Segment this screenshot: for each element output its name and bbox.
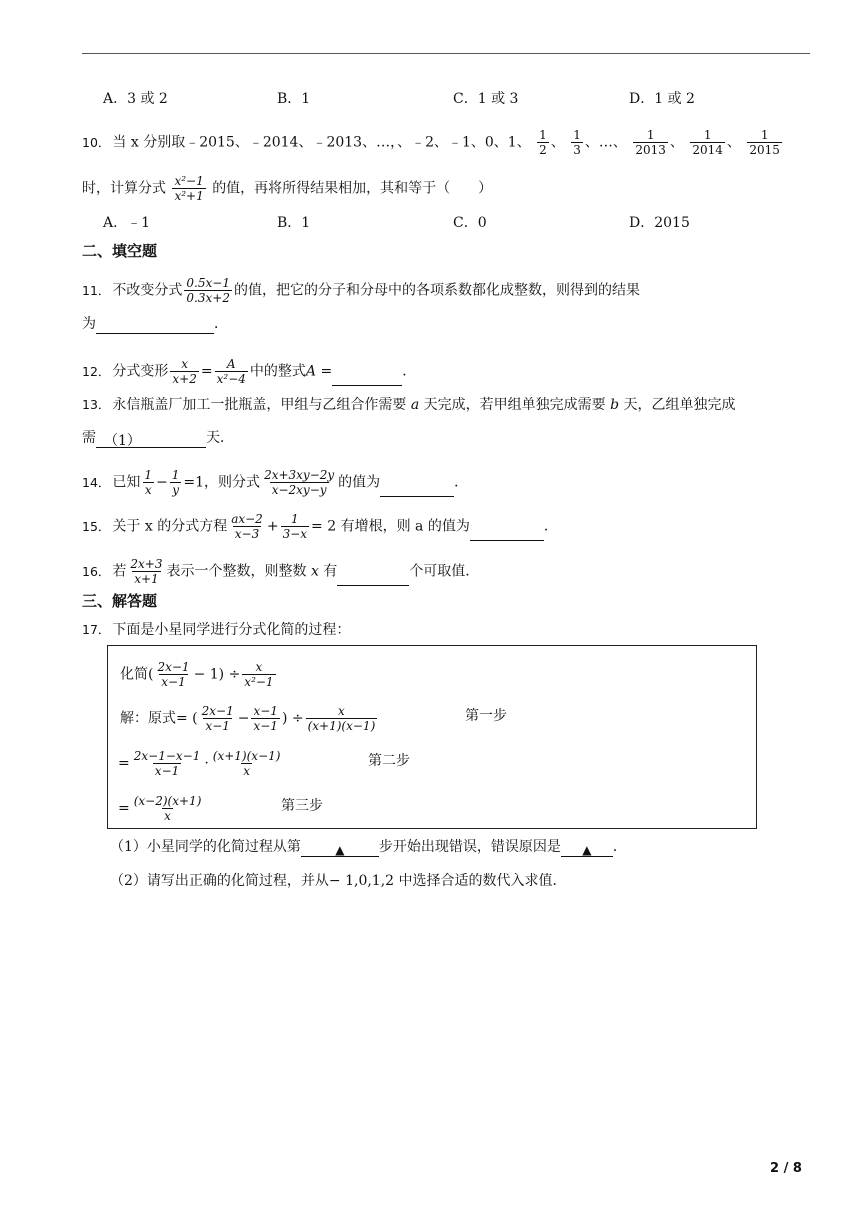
q11-frac: $\frac{0.5x-1}{0.3x+2}$ bbox=[186, 276, 230, 305]
q10-sep-3: 、 bbox=[726, 134, 741, 151]
q17-part-2: （2）请写出正确的化简过程，并从− 1,0,1,2 中选择合适的数代入求值． bbox=[110, 873, 567, 889]
box-l3-dot: · bbox=[204, 755, 209, 772]
box-step-3: 第三步 bbox=[281, 798, 323, 814]
box-l2-frac-1: $\frac{2x-1}{x-1}$ bbox=[201, 704, 234, 733]
q17-p1-text-b: 步开始出现错误，错误原因是 bbox=[378, 839, 561, 855]
box-l2-frac-3: $\frac{x}{(x+1)(x-1)}$ bbox=[307, 704, 376, 733]
q10-frac-4: $\frac{1}{2014}$ bbox=[692, 128, 723, 157]
box-l2-text: 解：原式= ( bbox=[120, 710, 198, 727]
q16-text-2: 表示一个整数，则整数 bbox=[166, 563, 307, 580]
box-l3-frac-2: $\frac{(x+1)(x-1)}{x}$ bbox=[212, 749, 281, 778]
q11-line-1 bbox=[82, 276, 640, 305]
q12-line bbox=[82, 357, 416, 386]
q16-text-4: 个可取值． bbox=[409, 563, 480, 580]
q10-text-3: 的值，再将所得结果相加，其和等于（ ） bbox=[212, 180, 493, 197]
q15-end: ． bbox=[543, 518, 558, 535]
box-l4-eq: = bbox=[118, 800, 130, 817]
header-rule bbox=[82, 53, 810, 54]
q12-text-2: 中的整式 bbox=[249, 363, 306, 380]
q14-frac-1: $\frac{1}{x}$ bbox=[144, 468, 153, 497]
q10-option-a: A．﹣1 bbox=[103, 215, 151, 231]
section-solve-title: 三、解答题 bbox=[82, 592, 158, 610]
q15-plus: + bbox=[266, 518, 279, 535]
q14-text-2: =1，则分式 bbox=[183, 474, 261, 491]
q14-end: ． bbox=[454, 474, 469, 491]
q15-eq: = 2 bbox=[311, 518, 337, 535]
box-l2-minus: − bbox=[237, 710, 250, 727]
q11-line-2 bbox=[82, 314, 228, 334]
q17-p1-blank-2[interactable] bbox=[561, 840, 613, 857]
q10-frac-1: $\frac{1}{2}$ bbox=[539, 128, 547, 157]
q12-text-1: 分式变形 bbox=[112, 363, 169, 380]
q14-answer-blank[interactable] bbox=[380, 480, 454, 497]
q13-text-4: 需 bbox=[82, 430, 96, 446]
q10-dots: 、…、 bbox=[584, 134, 627, 151]
q14-frac-3: $\frac{2x+3xy-2y}{x-2xy-y}$ bbox=[264, 468, 335, 497]
q12-answer-blank[interactable] bbox=[332, 369, 402, 386]
box-line-2 bbox=[120, 704, 379, 733]
page-number: 2 / 8 bbox=[770, 1161, 802, 1176]
q10-text-2: 时，计算分式 bbox=[82, 180, 166, 197]
q10-sep-1: 、 bbox=[550, 134, 565, 151]
q13-blank-label: （1） bbox=[104, 433, 141, 449]
q10-frac-3: $\frac{1}{2013}$ bbox=[635, 128, 666, 157]
q14-text-3: 的值为 bbox=[338, 474, 381, 491]
box-line-1 bbox=[120, 660, 278, 689]
q16-frac: $\frac{2x+3}{x+1}$ bbox=[130, 557, 163, 586]
q15-answer-blank[interactable] bbox=[470, 524, 544, 541]
q13-line-1 bbox=[82, 395, 736, 415]
q17-p1-blank-1[interactable] bbox=[301, 840, 379, 857]
q17-p1-end: ． bbox=[612, 839, 627, 855]
q11-text-1: 不改变分式 bbox=[112, 282, 183, 299]
q9-option-b: B．1 bbox=[277, 91, 311, 107]
q17-part-1 bbox=[110, 837, 627, 857]
q13-text-3: 天，乙组单独完成 bbox=[623, 397, 736, 413]
q16-text-3: 有 bbox=[323, 563, 338, 580]
q12-frac-2: $\frac{A}{\text{x²−4}}$ bbox=[216, 357, 246, 386]
q11-answer-blank[interactable] bbox=[96, 317, 214, 334]
box-line-3 bbox=[118, 749, 284, 778]
q14-frac-2: $\frac{1}{y}$ bbox=[171, 468, 180, 497]
q14-text-1: 已知 bbox=[112, 474, 141, 491]
triangle-icon: ▲ bbox=[335, 843, 345, 857]
q13-text-5: 天． bbox=[206, 430, 234, 446]
q16-answer-blank[interactable] bbox=[337, 569, 409, 586]
q15-frac-1: $\frac{ax-2}{x-3}$ bbox=[231, 512, 263, 541]
q14-number: 14． bbox=[82, 474, 111, 490]
q14-minus: − bbox=[156, 474, 168, 491]
q17-text: 下面是小星同学进行分式化简的过程： bbox=[112, 622, 351, 638]
q10-option-d: D．2015 bbox=[629, 215, 690, 231]
q16-var: x bbox=[310, 563, 319, 580]
q11-text-3: 为 bbox=[82, 316, 96, 332]
q14-line bbox=[82, 468, 468, 497]
q12-frac-1: $\frac{x}{x+2}$ bbox=[172, 357, 197, 386]
box-l1-text: 化简( bbox=[120, 666, 154, 683]
q13-line-2 bbox=[82, 428, 234, 448]
box-l3-frac-1: $\frac{2x-1-x-1}{x-1}$ bbox=[133, 749, 201, 778]
q13-answer-blank[interactable] bbox=[96, 431, 206, 448]
q10-option-b: B．1 bbox=[277, 215, 311, 231]
q10-frac-2: $\frac{1}{3}$ bbox=[573, 128, 581, 157]
q9-option-a: A．3 或 2 bbox=[103, 91, 168, 107]
q10-sep-2: 、 bbox=[669, 134, 684, 151]
q15-text-2: 有增根，则 a 的值为 bbox=[340, 518, 470, 535]
q15-text-1: 关于 x 的分式方程 bbox=[112, 518, 228, 535]
q13-text-1: 永信瓶盖厂加工一批瓶盖，甲组与乙组合作需要 bbox=[112, 397, 407, 413]
q17-work-box bbox=[107, 645, 757, 829]
q12-var: A bbox=[305, 363, 317, 380]
q9-option-c: C．1 或 3 bbox=[453, 91, 519, 107]
box-step-1: 第一步 bbox=[465, 708, 507, 724]
q16-number: 16． bbox=[82, 563, 111, 579]
q12-number: 12． bbox=[82, 363, 111, 379]
q17-line bbox=[82, 620, 350, 640]
q11-end: ． bbox=[214, 316, 228, 332]
q10-line-2 bbox=[82, 174, 492, 203]
box-l1-frac-1: $\frac{2x-1}{x-1}$ bbox=[157, 660, 190, 689]
box-step-2: 第二步 bbox=[368, 753, 410, 769]
q15-line bbox=[82, 512, 558, 541]
box-l3-eq: = bbox=[118, 755, 130, 772]
box-l4-frac: $\frac{(x-2)(x+1)}{x}$ bbox=[133, 794, 202, 823]
q9-option-d: D．1 或 2 bbox=[629, 91, 695, 107]
q13-number: 13． bbox=[82, 397, 111, 412]
q12-eq: = bbox=[200, 363, 213, 380]
q10-line-1 bbox=[82, 128, 784, 157]
q11-number: 11． bbox=[82, 282, 111, 298]
q13-text-2: 天完成，若甲组单独完成需要 bbox=[423, 397, 606, 413]
q13-var-a: a bbox=[410, 397, 420, 413]
q10-number: 10． bbox=[82, 134, 111, 150]
box-line-4 bbox=[118, 794, 205, 823]
q10-main-frac: $\frac{\text{x²−1}}{\text{x²+1}}$ bbox=[174, 174, 204, 203]
q10-text-1: 当 x 分别取﹣2015、﹣2014、﹣2013、…，、﹣2、﹣1、0、1、 bbox=[112, 134, 531, 151]
triangle-icon: ▲ bbox=[582, 843, 592, 857]
q12-eq-2: = bbox=[316, 363, 333, 380]
q16-line bbox=[82, 557, 479, 586]
box-l1-mid: − 1) ÷ bbox=[193, 666, 241, 683]
q12-end: ． bbox=[402, 363, 417, 380]
box-l1-frac-2: $\frac{x}{\text{x²−1}}$ bbox=[244, 660, 274, 689]
q11-text-2: 的值，把它的分子和分母中的各项系数都化成整数，则得到的结果 bbox=[233, 282, 640, 299]
section-fill-in-title: 二、填空题 bbox=[82, 242, 158, 260]
q15-number: 15． bbox=[82, 518, 111, 534]
box-l2-frac-2: $\frac{x-1}{x-1}$ bbox=[253, 704, 278, 733]
q17-p1-text-a: （1）小星同学的化简过程从第 bbox=[110, 839, 301, 855]
q13-var-b: b bbox=[610, 397, 620, 413]
q10-frac-5: $\frac{1}{2015}$ bbox=[749, 128, 780, 157]
q15-frac-2: $\frac{1}{3-x}$ bbox=[282, 512, 308, 541]
q10-option-c: C．0 bbox=[453, 215, 487, 231]
q16-text-1: 若 bbox=[112, 563, 127, 580]
box-l2-div: ) ÷ bbox=[281, 710, 304, 727]
q17-number: 17． bbox=[82, 622, 111, 637]
